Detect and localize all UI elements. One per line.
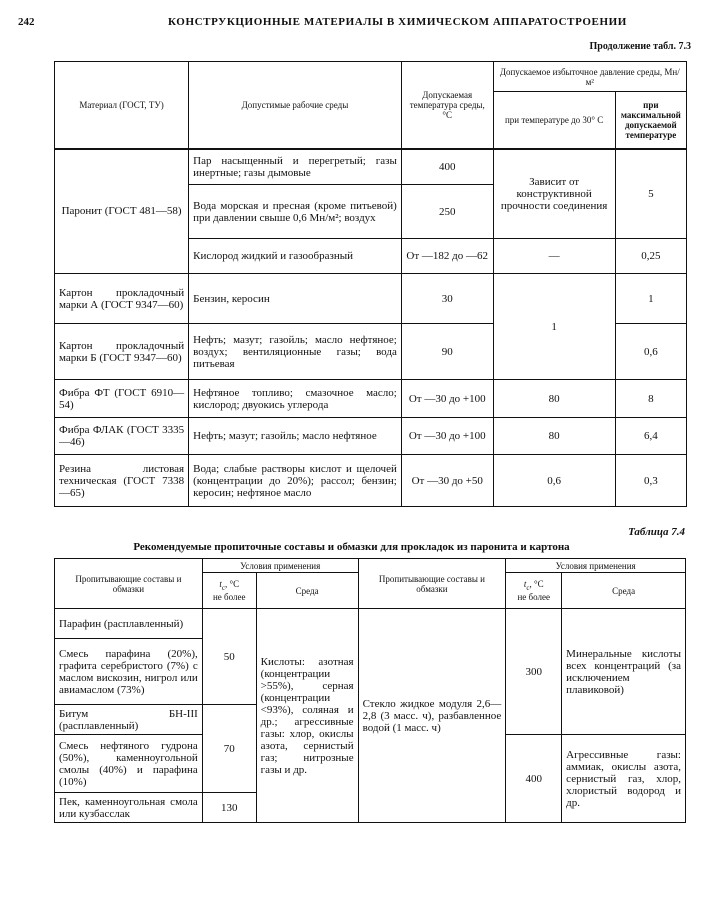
pressuremax-fibra-ft: 8 [615,380,686,418]
media-rezina: Вода; слабые растворы кислот и щелочей (концентрации до 20%); рассол; бензин; керосин; нефтяное масло [189,455,402,507]
t2-temp-right-2: 400 [506,735,562,823]
t2-composition-4: Смесь нефтяного гудрона (50%), каменноугольной смолы (40%) и парафина (10%) [55,735,203,793]
t2-composition-right: Стекло жидкое модуля 2,6—2,8 (3 масс. ч), разбавленное водой (1 масс. ч) [358,609,506,823]
material-fibra-flak: Фибра ФЛАК (ГОСТ 3335—46) [55,418,189,455]
pressuremax-karton-b: 0,6 [615,324,686,380]
material-karton-b: Картон прокладочный марки Б (ГОСТ 9347—60) [55,324,189,380]
t2-medium-right-1: Минеральные кислоты всех концентраций (за исключением плавиковой) [562,609,686,735]
table-7-4-title: Рекомендуемые пропиточные составы и обмазки для прокладок из паронита и картона [133,541,570,553]
header-media: Допустимые рабочие среды [189,62,402,149]
material-paronit: Паронит (ГОСТ 481—58) [55,149,189,274]
pressure30-karton: 1 [493,274,615,380]
t2-header-medium-right: Среда [562,573,686,609]
material-karton-a: Картон прокладочный марки А (ГОСТ 9347—60) [55,274,189,324]
pressuremax-fibra-flak: 6,4 [615,418,686,455]
t2-medium-left: Кислоты: азотная (концентрации >55%), серная (концентрации <93%), соляная и др.; агрессивные газы: хлор, окислы азота, сернистый газ; нитрозные газы и др. [256,609,358,823]
media-fibra-ft: Нефтяное топливо; смазочное масло; кислород; двуокись углерода [189,380,402,418]
temp-fibra-ft: От —30 до +100 [401,380,493,418]
media-karton-a: Бензин, керосин [189,274,402,324]
pressure30-fibra-ft: 80 [493,380,615,418]
media-paronit-1: Пар насыщенный и перегретый; газы инертные; газы дымовые [189,149,402,185]
header-temperature: Допускаемая температура среды, °С [401,62,493,149]
temp-paronit-2: 250 [401,185,493,239]
material-rezina: Резина листовая техническая (ГОСТ 7338—65) [55,455,189,507]
pressure30-fibra-flak: 80 [493,418,615,455]
pressuremax-karton-a: 1 [615,274,686,324]
t2-temp-group-3: 130 [202,793,256,823]
table-7-4-caption: Таблица 7.4 [628,526,685,538]
material-fibra-ft: Фибра ФТ (ГОСТ 6910—54) [55,380,189,418]
t2-composition-3: Битум БН-III (расплавленный) [55,705,203,735]
t2-header-temp-right: $t_c$, °С не более [506,573,562,609]
pressure30-paronit: Зависит от конструктивной прочности соединения [493,149,615,239]
t2-composition-5: Пек, каменноугольная смола или кузбасслак [55,793,203,823]
temp-fibra-flak: От —30 до +100 [401,418,493,455]
t2-temp-group-2: 70 [202,705,256,793]
pressuremax-rezina: 0,3 [615,455,686,507]
temp-karton-b: 90 [401,324,493,380]
pressure30-rezina: 0,6 [493,455,615,507]
temp-paronit-1: 400 [401,149,493,185]
media-fibra-flak: Нефть; мазут; газойль; масло нефтяное [189,418,402,455]
t2-medium-right-2: Агрессивные газы: аммиак, окислы азота, сернистый газ, хлор, хлористый водород и др. [562,735,686,823]
header-material: Материал (ГОСТ, ТУ) [55,62,189,149]
t2-composition-2: Смесь парафина (20%), графита серебристого (7%) с маслом вискозин, нигрол или авиамаслом (73%) [55,639,203,705]
t2-header-composition-right: Пропитывающие составы и обмазки [358,559,506,609]
table-7-4 [54,558,686,823]
page-number: 242 [18,16,35,28]
running-title: КОНСТРУКЦИОННЫЕ МАТЕРИАЛЫ В ХИМИЧЕСКОМ АППАРАТОСТРОЕНИИ [168,16,627,28]
table-continuation-label: Продолжение табл. 7.3 [589,41,691,52]
pressuremax-paronit-3: 0,25 [615,239,686,274]
t2-header-composition-left: Пропитывающие составы и обмазки [55,559,203,609]
table-7-3-continued [54,61,687,507]
t2-composition-1: Парафин (расплавленный) [55,609,203,639]
temp-paronit-3: От —182 до —62 [401,239,493,274]
header-pressure-group: Допускаемое избыточное давление среды, Мн/м² [493,62,686,92]
header-pressure-max: при максимальной допускаемой температуре [615,92,686,149]
header-pressure-30: при температуре до 30° С [493,92,615,149]
t2-header-conditions-left: Условия применения [202,559,358,573]
media-paronit-3: Кислород жидкий и газообразный [189,239,402,274]
pressuremax-paronit: 5 [615,149,686,239]
t2-header-temp-left: $t_c$, °С не более [202,573,256,609]
t2-header-conditions-right: Условия применения [506,559,686,573]
t2-header-medium-left: Среда [256,573,358,609]
pressure30-paronit-3: — [493,239,615,274]
media-karton-b: Нефть; мазут; газойль; масло нефтяное; воздух; вентиляционные газы; вода питьевая [189,324,402,380]
temp-karton-a: 30 [401,274,493,324]
t2-temp-group-1: 50 [202,609,256,705]
temp-rezina: От —30 до +50 [401,455,493,507]
media-paronit-2: Вода морская и пресная (кроме питьевой) при давлении свыше 0,6 Мн/м²; воздух [189,185,402,239]
t2-temp-right-1: 300 [506,609,562,735]
